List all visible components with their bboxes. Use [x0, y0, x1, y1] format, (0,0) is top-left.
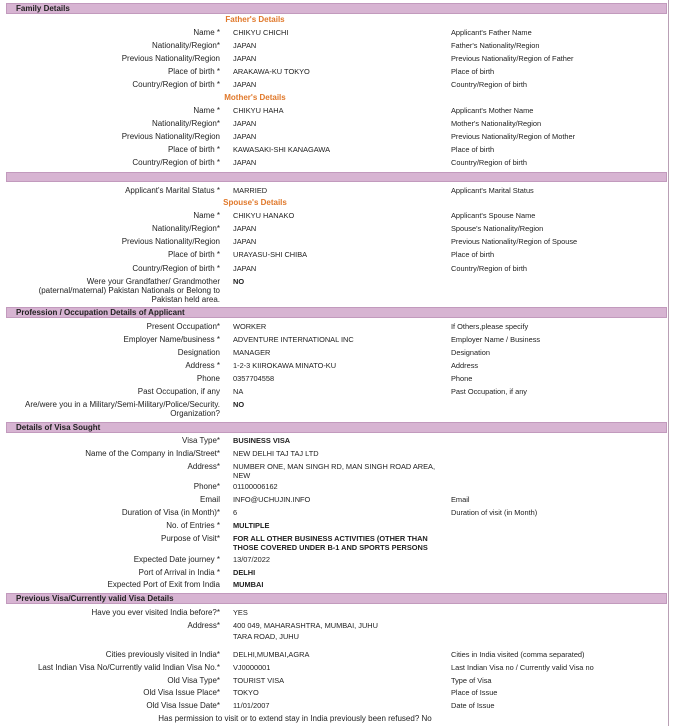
old-visa-place-row — [0, 688, 677, 700]
field-label: Purpose of Visit* — [161, 534, 220, 543]
field-hint: Country/Region of birth — [451, 80, 527, 89]
field-hint: Applicant's Spouse Name — [451, 211, 536, 220]
field-label: Country/Region of birth * — [132, 158, 220, 167]
field-label: Old Visa Type* — [167, 676, 220, 685]
visa-type-row — [0, 436, 677, 448]
employer-row — [0, 335, 677, 347]
field-label: Present Occupation* — [146, 322, 220, 331]
field-value: JAPAN — [233, 224, 257, 233]
field-label: Port of Arrival in India * — [138, 568, 220, 577]
field-label: Expected Port of Exit from India — [107, 580, 220, 589]
field-value-line-1: 400 049, MAHARASHTRA, MUMBAI, JUHU — [233, 621, 378, 630]
company-row — [0, 449, 677, 461]
field-value: JAPAN — [233, 80, 257, 89]
field-hint: Cities in India visited (comma separated) — [451, 650, 585, 659]
field-label-line-2: Organization? — [170, 409, 220, 418]
refused-permission-text: Has permission to visit or to extend stay in India previously been refused? No — [158, 714, 432, 723]
field-hint: Address — [451, 361, 479, 370]
section-separator — [6, 172, 667, 182]
father-details-heading: Father's Details — [225, 15, 285, 24]
field-value: CHIKYU CHICHI — [233, 28, 289, 37]
occupation-row — [0, 322, 677, 334]
field-label: Place of birth * — [167, 250, 220, 259]
field-label: Country/Region of birth * — [132, 80, 220, 89]
field-label: Country/Region of birth * — [132, 264, 220, 273]
old-visa-type-row — [0, 676, 677, 688]
spouse-prev-nationality-row — [0, 237, 677, 249]
employer-address-row — [0, 361, 677, 373]
field-label: Previous Nationality/Region — [121, 237, 220, 246]
field-value: ARAKAWA-KU TOKYO — [233, 67, 310, 76]
field-value: JAPAN — [233, 54, 257, 63]
section-previous-visa: Previous Visa/Currently valid Visa Details — [6, 593, 667, 604]
field-label: Expected Date journey * — [133, 555, 220, 564]
spouse-pob-row — [0, 250, 677, 262]
field-label: Last Indian Visa No/Currently valid Indian Visa No.* — [37, 663, 220, 672]
mother-prev-nationality-row — [0, 132, 677, 144]
field-hint: Mother's Nationality/Region — [451, 119, 542, 128]
military-row — [0, 400, 677, 420]
field-label: Nationality/Region* — [151, 41, 220, 50]
field-label: Old Visa Issue Date* — [146, 701, 220, 710]
field-value-line-2: TARA ROAD, JUHU — [233, 632, 299, 641]
field-value: JAPAN — [233, 237, 257, 246]
field-hint: Phone — [451, 374, 473, 383]
field-hint: If Others,please specify — [451, 322, 529, 331]
field-label: Applicant's Marital Status * — [125, 186, 220, 195]
field-label: Have you ever visited India before?* — [91, 608, 220, 617]
field-hint: Place of birth — [451, 67, 495, 76]
arrival-port-row — [0, 568, 677, 580]
purpose-row — [0, 534, 677, 554]
field-hint: Duration of visit (in Month) — [451, 508, 538, 517]
field-label: Designation — [177, 348, 220, 357]
mother-pob-row — [0, 145, 677, 157]
father-pob-row — [0, 67, 677, 79]
field-value: JAPAN — [233, 132, 257, 141]
exit-port-row — [0, 580, 677, 592]
section-family-details: Family Details — [6, 3, 667, 14]
company-address-row — [0, 462, 677, 482]
duration-row — [0, 508, 677, 520]
field-value: NO — [233, 277, 245, 286]
old-visa-date-row — [0, 701, 677, 713]
field-label: Email — [199, 495, 220, 504]
father-name-row — [0, 28, 677, 40]
field-value: FOR ALL OTHER BUSINESS ACTIVITIES (OTHER THAN THOSE COVERED UNDER B-1 AND SPORTS PERSONS — [233, 534, 428, 552]
field-value: JAPAN — [233, 119, 257, 128]
field-label: Past Occupation, if any — [137, 387, 220, 396]
father-cob-row — [0, 80, 677, 92]
mother-cob-row — [0, 158, 677, 170]
field-label: Address* — [187, 621, 220, 630]
field-value: TOURIST VISA — [233, 676, 285, 685]
field-hint: Applicant's Mother Name — [451, 106, 534, 115]
field-label: Nationality/Region* — [151, 224, 220, 233]
field-value: MANAGER — [233, 348, 271, 357]
spouse-details-heading: Spouse's Details — [223, 198, 287, 207]
field-value: NUMBER ONE, MAN SINGH RD, MAN SINGH ROAD AREA, NEW — [233, 462, 436, 480]
field-label: Old Visa Issue Place* — [143, 688, 220, 697]
field-label: Phone* — [193, 482, 220, 491]
field-label-line-2: (paternal/maternal) Pakistan Nationals or Belong to — [38, 286, 220, 295]
field-value: NEW DELHI TAJ TAJ LTD — [233, 449, 319, 458]
field-value: YES — [233, 608, 248, 617]
field-label-line-1: Were your Grandfather/ Grandmother — [86, 277, 220, 286]
past-occupation-row — [0, 387, 677, 399]
field-value: ADVENTURE INTERNATIONAL INC — [233, 335, 354, 344]
entries-row — [0, 521, 677, 533]
field-value: JAPAN — [233, 41, 257, 50]
field-hint: Date of Issue — [451, 701, 495, 710]
spouse-cob-row — [0, 264, 677, 276]
section-profession: Profession / Occupation Details of Applicant — [6, 307, 667, 318]
field-hint: Past Occupation, if any — [451, 387, 527, 396]
field-hint: Designation — [451, 348, 491, 357]
marital-status-row — [0, 186, 677, 198]
field-label: Place of birth * — [167, 145, 220, 154]
last-visa-no-row — [0, 663, 677, 675]
field-value: DELHI — [233, 568, 256, 577]
field-hint: Place of birth — [451, 145, 495, 154]
field-value: 13/07/2022 — [233, 555, 270, 564]
field-label: Phone — [196, 374, 220, 383]
field-value: JAPAN — [233, 264, 257, 273]
field-value: MARRIED — [233, 186, 268, 195]
father-nationality-row — [0, 41, 677, 53]
grandparent-pakistan-row — [0, 277, 677, 304]
employer-phone-row — [0, 374, 677, 386]
previous-address-row — [0, 621, 677, 645]
field-value: JAPAN — [233, 158, 257, 167]
mother-name-row — [0, 106, 677, 118]
field-hint: Last Indian Visa no / Currently valid Visa no — [451, 663, 594, 672]
field-value: VJ0000001 — [233, 663, 271, 672]
field-value: MUMBAI — [233, 580, 264, 589]
field-hint: Spouse's Nationality/Region — [451, 224, 544, 233]
field-hint: Email — [451, 495, 470, 504]
field-value: CHIKYU HAHA — [233, 106, 284, 115]
field-value: MULTIPLE — [233, 521, 270, 530]
field-value: 01100006162 — [233, 482, 278, 491]
field-label: Previous Nationality/Region — [121, 54, 220, 63]
field-value: DELHI,MUMBAI,AGRA — [233, 650, 310, 659]
field-label-line-1: Are/were you in a Military/Semi-Military/Police/Security. — [24, 400, 220, 409]
field-hint: Employer Name / Business — [451, 335, 541, 344]
company-email-row — [0, 495, 677, 507]
field-value: NA — [233, 387, 244, 396]
field-value: URAYASU-SHI CHIBA — [233, 250, 308, 259]
field-hint: Country/Region of birth — [451, 158, 527, 167]
field-label: Place of birth * — [167, 67, 220, 76]
field-label: Employer Name/business * — [123, 335, 220, 344]
section-visa-sought: Details of Visa Sought — [6, 422, 667, 433]
field-label: Address* — [187, 462, 220, 471]
field-value: CHIKYU HANAKO — [233, 211, 295, 220]
field-label: Nationality/Region* — [151, 119, 220, 128]
field-label: Cities previously visited in India* — [105, 650, 220, 659]
company-phone-row — [0, 482, 677, 494]
field-value: KAWASAKI-SHI KANAGAWA — [233, 145, 331, 154]
field-hint: Previous Nationality/Region of Mother — [451, 132, 576, 141]
field-value: INFO@UCHUJIN.INFO — [233, 495, 311, 504]
field-hint: Father's Nationality/Region — [451, 41, 540, 50]
field-hint: Applicant's Father Name — [451, 28, 532, 37]
designation-row — [0, 348, 677, 360]
field-hint: Country/Region of birth — [451, 264, 527, 273]
field-hint: Type of Visa — [451, 676, 492, 685]
mother-details-heading: Mother's Details — [224, 93, 286, 102]
field-value: 0357704558 — [233, 374, 275, 383]
mother-nationality-row — [0, 119, 677, 131]
field-label: Name * — [193, 106, 220, 115]
field-value: WORKER — [233, 322, 267, 331]
field-label: Duration of Visa (in Month)* — [121, 508, 220, 517]
field-label: No. of Entries * — [166, 521, 220, 530]
spouse-name-row — [0, 211, 677, 223]
field-value: 11/01/2007 — [233, 701, 270, 710]
field-label: Visa Type* — [182, 436, 220, 445]
field-hint: Applicant's Marital Status — [451, 186, 534, 195]
field-hint: Place of Issue — [451, 688, 498, 697]
field-value: BUSINESS VISA — [233, 436, 291, 445]
cities-visited-row — [0, 650, 677, 662]
field-value: TOKYO — [233, 688, 259, 697]
field-hint: Previous Nationality/Region of Father — [451, 54, 574, 63]
field-label: Address * — [185, 361, 220, 370]
journey-date-row — [0, 555, 677, 567]
field-hint: Place of birth — [451, 250, 495, 259]
field-hint: Previous Nationality/Region of Spouse — [451, 237, 578, 246]
spouse-nationality-row — [0, 224, 677, 236]
field-label-line-3: Pakistan held area. — [151, 295, 220, 304]
field-label: Name * — [193, 211, 220, 220]
visited-before-row — [0, 608, 677, 620]
field-label: Previous Nationality/Region — [121, 132, 220, 141]
field-label: Name * — [193, 28, 220, 37]
field-value: 6 — [233, 508, 238, 517]
field-value: 1-2-3 KIIROKAWA MINATO-KU — [233, 361, 337, 370]
field-value: NO — [233, 400, 245, 409]
field-label: Name of the Company in India/Street* — [85, 449, 220, 458]
father-prev-nationality-row — [0, 54, 677, 66]
